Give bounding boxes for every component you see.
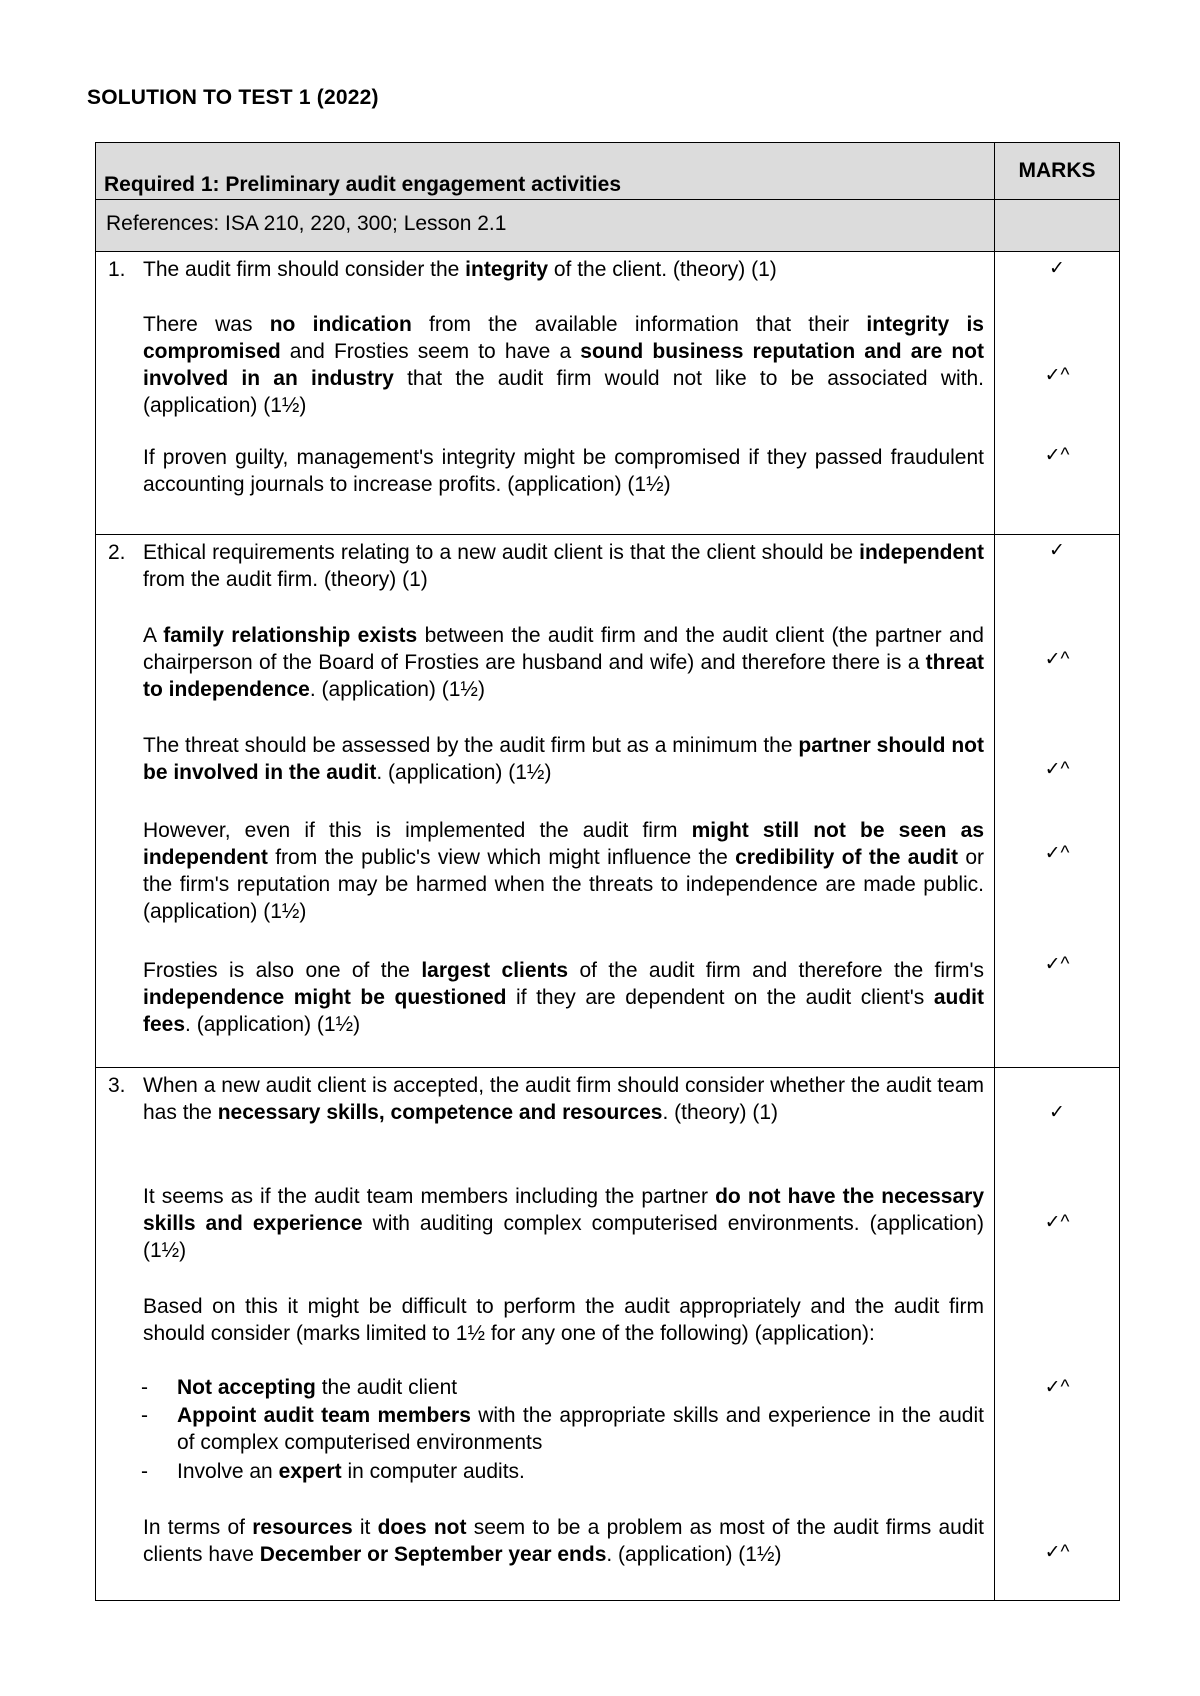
required-heading: Required 1: Preliminary audit engagement activities bbox=[104, 173, 621, 196]
q1-point-2: There was no indication from the available information that their integrity is compromised and Frosties seem to have a sound business reputation and are not involved in an industry that the audit firm would not like to be associated with. (application) (1½) bbox=[143, 313, 985, 417]
q2-point-2: A family relationship exists between the audit firm and the audit client (the partner and chairperson of the Board of Frosties are husband and wife) and therefore there is a threat to independence. (application) (1½) bbox=[143, 624, 984, 701]
q1-number: 1. bbox=[108, 258, 126, 281]
q3-mark-2: ✓^ bbox=[1044, 1212, 1070, 1233]
q3-mark-4: ✓^ bbox=[1044, 1542, 1070, 1563]
question-1-marks bbox=[995, 252, 1120, 535]
q2-number: 2. bbox=[108, 541, 126, 564]
q2-point-3: The threat should be assessed by the audit firm but as a minimum the partner should not be involved in the audit. (application) (1½) bbox=[143, 734, 984, 784]
q2-point-4: However, even if this is implemented the audit firm might still not be seen as independent from the public's view which might influence the credibility of the audit or the firm's reputation may be harmed when the threats to independence are made public. (application) (1½) bbox=[143, 819, 985, 923]
q2-point-5: Frosties is also one of the largest clients of the audit firm and therefore the firm's independence might be questioned if they are dependent on the audit client's audit fees. (application) (1½) bbox=[143, 959, 985, 1036]
q2-mark-2: ✓^ bbox=[1044, 649, 1070, 670]
q3-mark-1: ✓ bbox=[1049, 1102, 1065, 1123]
document-title: SOLUTION TO TEST 1 (2022) bbox=[87, 86, 379, 109]
references-text: References: ISA 210, 220, 300; Lesson 2.1 bbox=[96, 200, 995, 252]
q3-option-2: - Appoint audit team members with the appropriate skills and experience in the audit of complex computerised environments bbox=[141, 1404, 984, 1454]
question-1-answer bbox=[96, 252, 995, 535]
q3-option-1: - Not accepting the audit client bbox=[141, 1376, 458, 1399]
references-marks-cell bbox=[995, 200, 1120, 252]
question-3-answer bbox=[96, 1068, 995, 1601]
header-row bbox=[96, 143, 1120, 200]
q1-point-3: If proven guilty, management's integrity might be compromised if they passed fraudulent accounting journals to increase profits. (application) (1½) bbox=[143, 446, 984, 496]
references-row bbox=[96, 200, 1120, 252]
question-2-marks bbox=[995, 535, 1120, 1068]
q1-mark-2: ✓^ bbox=[1044, 365, 1070, 386]
question-3-marks bbox=[995, 1068, 1120, 1601]
q3-point-1: 3. When a new audit client is accepted, the audit firm should consider whether the audit team has the necessary skills, competence and resources. (theory) (1) bbox=[108, 1074, 984, 1124]
q3-number: 3. bbox=[108, 1074, 126, 1097]
question-2-answer bbox=[96, 535, 995, 1068]
q2-point-1: 2. Ethical requirements relating to a new audit client is that the client should be independent from the audit firm. (theory) (1) bbox=[108, 541, 984, 591]
q3-point-3: Based on this it might be difficult to perform the audit appropriately and the audit firm should consider (marks limited to 1½ for any one of the following) (application): bbox=[143, 1295, 984, 1345]
question-1-row bbox=[96, 252, 1120, 535]
marks-column-header: MARKS bbox=[995, 143, 1120, 200]
q2-mark-3: ✓^ bbox=[1044, 759, 1070, 780]
question-2-row bbox=[96, 535, 1120, 1068]
solution-table bbox=[95, 142, 1120, 1601]
q2-mark-1: ✓ bbox=[1049, 540, 1065, 561]
q1-mark-1: ✓ bbox=[1049, 258, 1065, 279]
q3-mark-3: ✓^ bbox=[1044, 1377, 1070, 1398]
q3-point-2: It seems as if the audit team members including the partner do not have the necessary skills and experience with auditing complex computerised environments. (application) (1½) bbox=[143, 1185, 985, 1262]
q2-mark-5: ✓^ bbox=[1044, 954, 1070, 975]
q1-point-1: 1. The audit firm should consider the integrity of the client. (theory) (1) bbox=[108, 258, 777, 281]
q1-mark-3: ✓^ bbox=[1044, 445, 1070, 466]
q2-mark-4: ✓^ bbox=[1044, 843, 1070, 864]
q3-point-4: In terms of resources it does not seem to be a problem as most of the audit firms audit clients have December or September year ends. (application) (1½) bbox=[143, 1516, 985, 1566]
question-3-row bbox=[96, 1068, 1120, 1601]
q3-option-3: - Involve an expert in computer audits. bbox=[141, 1460, 525, 1483]
required-heading-cell bbox=[96, 143, 995, 200]
